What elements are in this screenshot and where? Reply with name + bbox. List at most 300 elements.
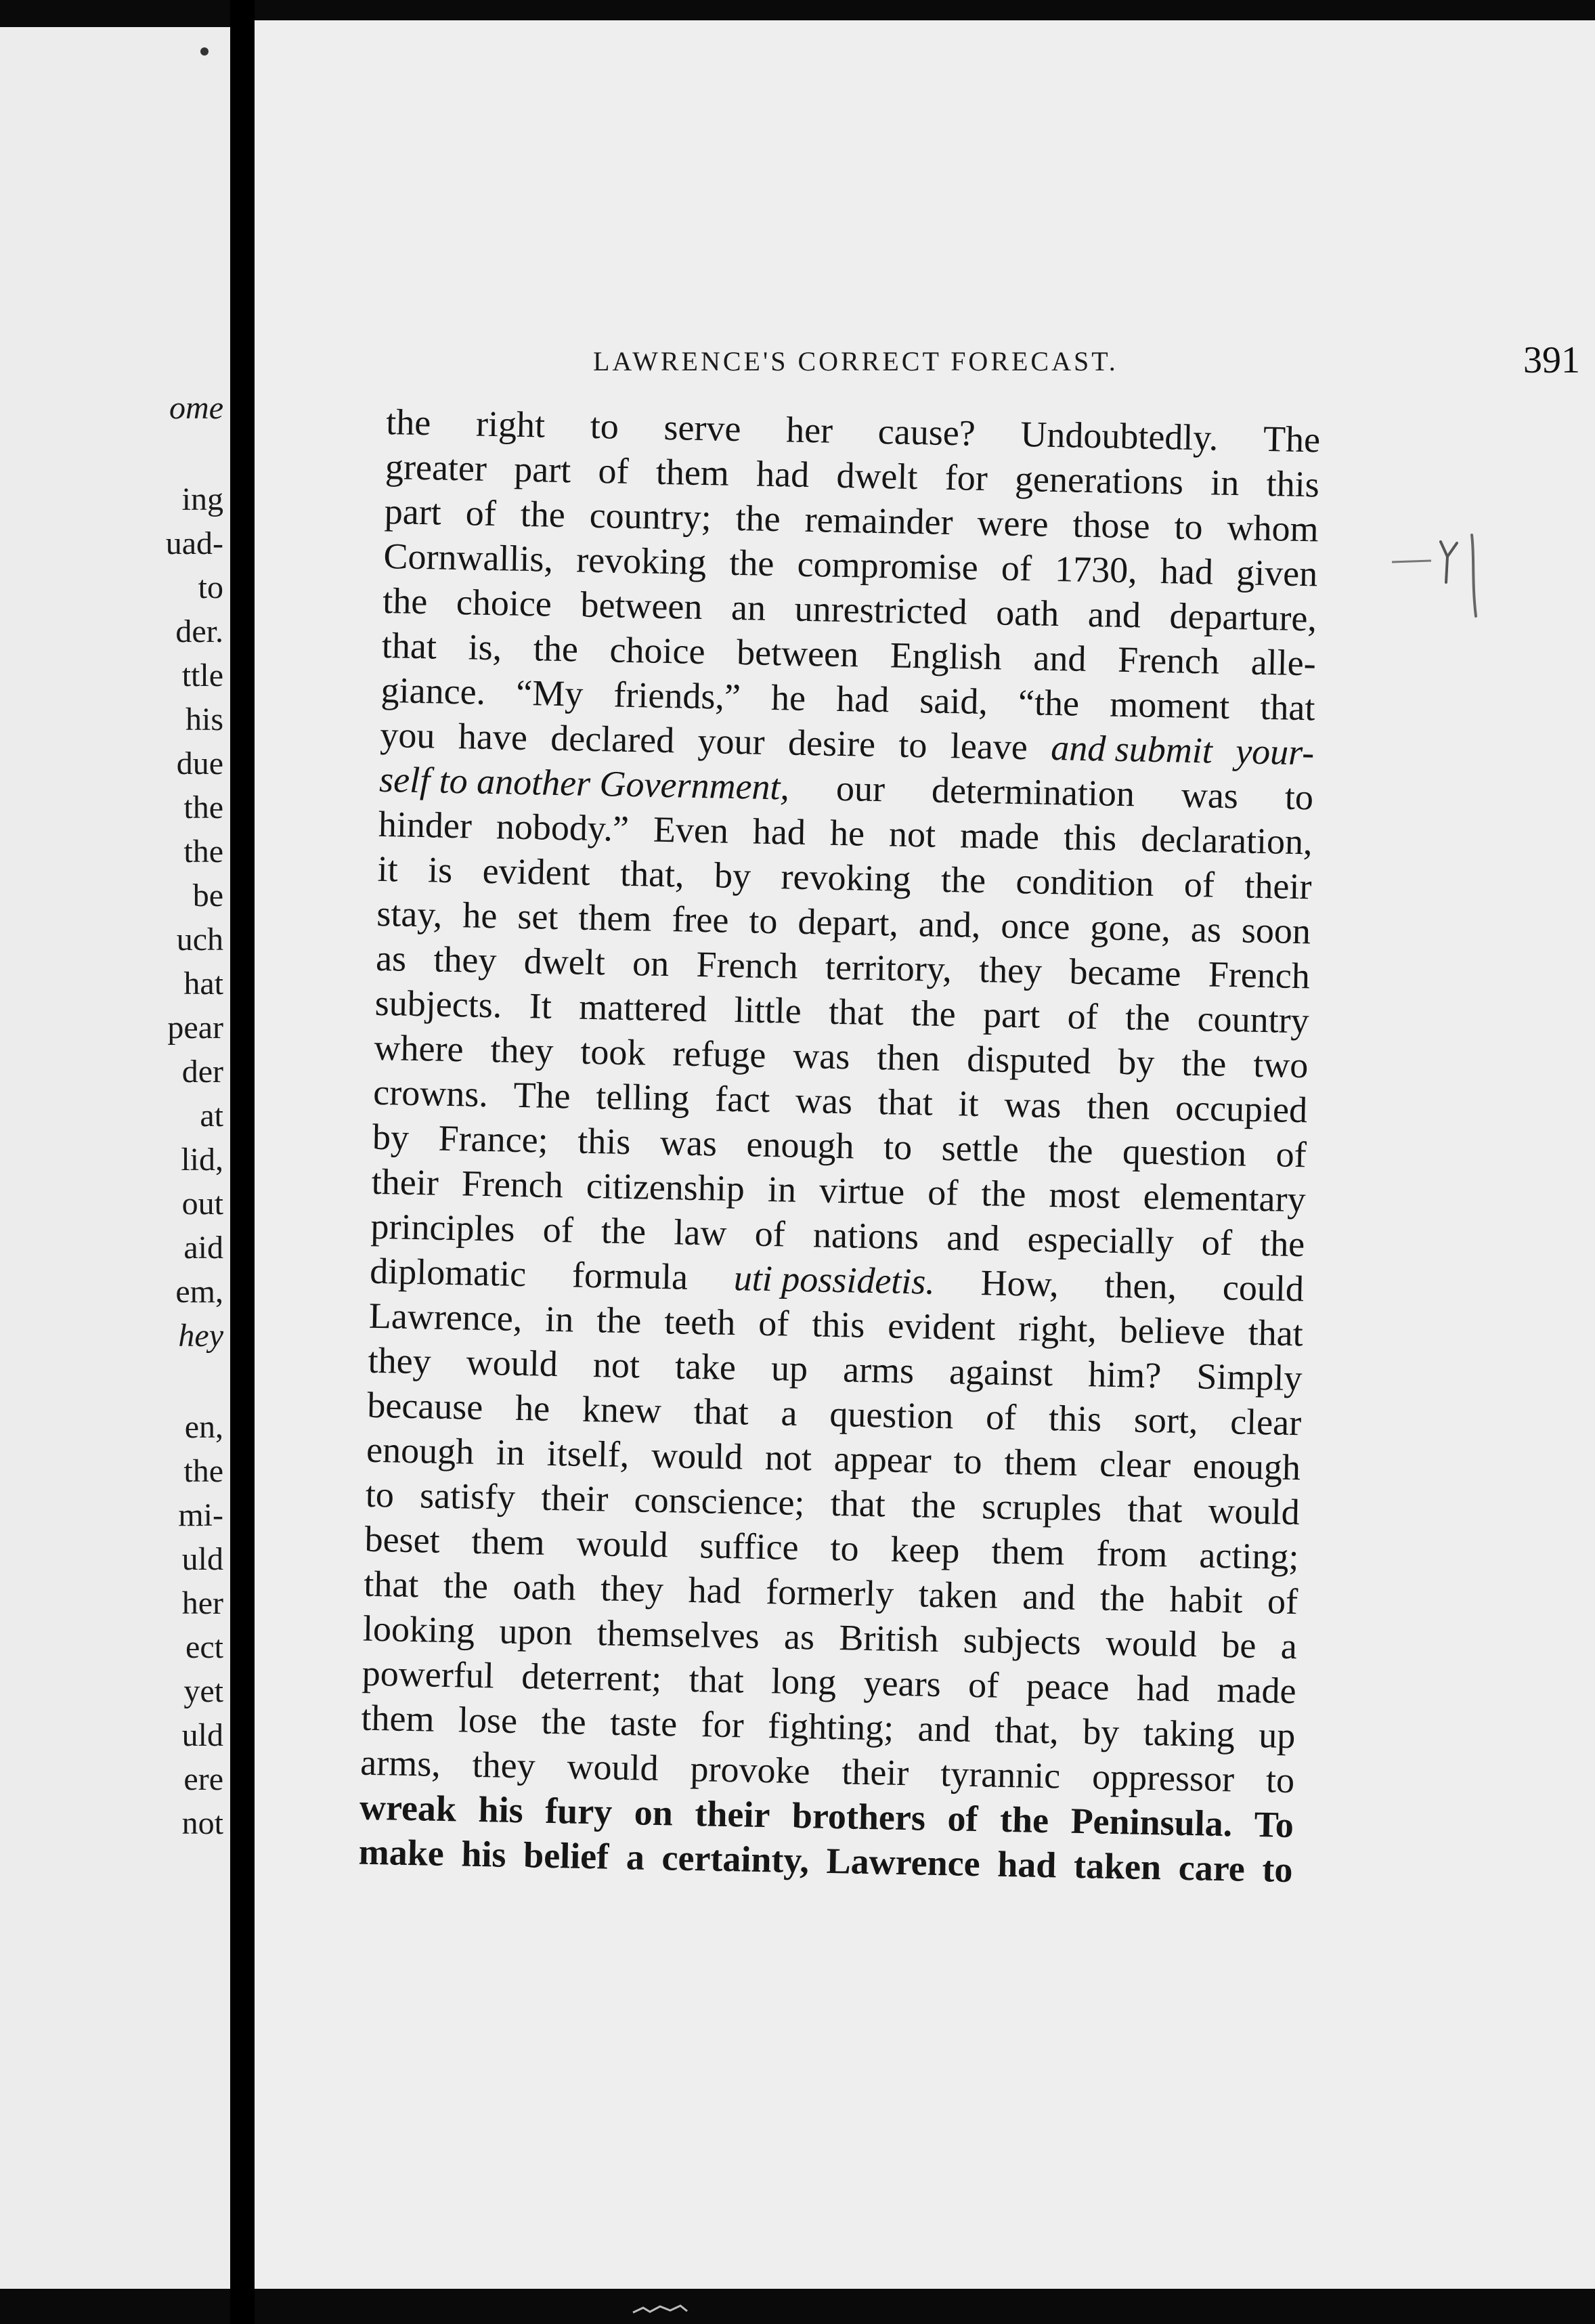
word: choice	[456, 582, 552, 624]
word: fury	[544, 1790, 613, 1832]
word: an	[730, 586, 766, 628]
word: then	[876, 1037, 940, 1079]
word: conscience;	[634, 1479, 806, 1524]
word: settle	[941, 1127, 1020, 1170]
word: revoking	[781, 856, 912, 899]
word: keep	[890, 1528, 961, 1571]
word: that	[877, 1081, 934, 1123]
word: it	[958, 1083, 980, 1124]
word: that	[363, 1563, 419, 1606]
word: suffice	[699, 1525, 800, 1568]
word: of	[946, 1798, 979, 1840]
word: they	[489, 1029, 554, 1071]
word: to	[1261, 1849, 1294, 1891]
word: a	[626, 1836, 645, 1878]
word: against	[948, 1351, 1053, 1394]
word: leave	[950, 725, 1028, 768]
previous-page-fragment: pear	[167, 1010, 223, 1046]
previous-page-fragment: the	[183, 834, 223, 869]
word: up	[1258, 1715, 1296, 1757]
word: the	[382, 580, 428, 622]
word: of	[985, 1396, 1017, 1438]
word: the	[520, 493, 566, 536]
word: had	[997, 1843, 1057, 1886]
previous-page-fragment: to	[198, 569, 223, 605]
page-header	[593, 339, 1595, 386]
word: in	[1210, 462, 1240, 504]
word: belief	[523, 1834, 609, 1877]
page-391	[255, 20, 1595, 2289]
previous-page-fragment: at	[200, 1098, 223, 1134]
word: wreak	[359, 1786, 457, 1830]
word: to	[365, 1473, 395, 1515]
word: desire	[787, 722, 876, 765]
word: oath	[995, 592, 1059, 634]
word: to	[830, 1527, 860, 1569]
word: to	[953, 1440, 983, 1482]
word: of	[1275, 1134, 1307, 1176]
word: the	[596, 1299, 642, 1341]
word: remainder	[804, 498, 954, 543]
word: not	[592, 1344, 640, 1386]
word: had	[752, 811, 806, 853]
word: subjects.	[374, 982, 502, 1026]
word: their	[540, 1477, 609, 1520]
word: part	[982, 994, 1041, 1036]
word: to	[883, 1126, 913, 1168]
word: by	[372, 1116, 410, 1158]
word: you	[379, 714, 436, 756]
word: was	[1181, 774, 1239, 817]
word: taken	[918, 1574, 999, 1616]
word: care	[1178, 1847, 1246, 1889]
previous-page-fragment: uld	[181, 1717, 223, 1753]
previous-page-fragment: ect	[185, 1629, 223, 1665]
word: them	[655, 451, 730, 494]
word: Lawrence	[826, 1840, 981, 1885]
word: that	[381, 624, 437, 667]
previous-page-fragment: uad-	[165, 525, 223, 561]
previous-page-fragment: his	[185, 702, 223, 737]
word: of	[967, 1664, 999, 1706]
word: their	[841, 1751, 909, 1794]
word: that	[693, 1390, 749, 1433]
previous-page-fragment: uld	[181, 1541, 223, 1577]
word: the	[600, 1210, 647, 1252]
scan-debris	[630, 2302, 691, 2316]
word: of	[927, 1171, 959, 1213]
word: enough	[366, 1429, 475, 1472]
word: the	[1259, 1223, 1305, 1265]
word: then,	[1104, 1264, 1177, 1307]
word: taken	[1073, 1845, 1162, 1888]
word: the	[980, 1173, 1026, 1215]
word: appear	[833, 1438, 932, 1481]
word: that	[1248, 1312, 1304, 1354]
word: the	[940, 859, 986, 901]
word: that	[689, 1658, 745, 1701]
word: this	[811, 1304, 865, 1346]
word: this	[1048, 1398, 1102, 1440]
word: would	[1208, 1490, 1301, 1533]
word: this	[577, 1120, 631, 1163]
word: citizenship	[586, 1165, 745, 1209]
word: upon	[498, 1610, 573, 1653]
word: they	[368, 1339, 432, 1382]
word: the	[1099, 1577, 1145, 1619]
previous-page-fragment: yet	[183, 1673, 223, 1709]
word: mattered	[578, 986, 707, 1030]
word: had	[756, 453, 810, 495]
word: soon	[1241, 909, 1311, 952]
word: part	[384, 490, 442, 533]
word: certainty,	[661, 1837, 810, 1881]
word: was	[792, 1035, 850, 1077]
word: Cornwallis,	[383, 535, 554, 580]
word: greater	[385, 446, 487, 489]
word: of	[1001, 547, 1032, 589]
word: have	[458, 716, 528, 758]
word: from	[1095, 1532, 1168, 1575]
previous-page-fragment: uch	[176, 922, 223, 957]
previous-page-fragment: ere	[183, 1761, 223, 1797]
word: because	[366, 1384, 483, 1428]
word: Simply	[1196, 1356, 1303, 1399]
word: that,	[994, 1709, 1059, 1752]
word: brothers	[791, 1794, 926, 1838]
word: in	[767, 1169, 797, 1210]
word: your-	[1235, 731, 1315, 773]
word: right,	[1018, 1308, 1097, 1350]
word: oath	[512, 1566, 577, 1608]
word: the	[728, 542, 775, 584]
word: their	[694, 1793, 770, 1836]
word: French	[1117, 639, 1220, 682]
word: itself,	[546, 1432, 630, 1476]
word: powerful	[362, 1652, 495, 1696]
word: had	[688, 1569, 742, 1612]
word: self to another Government,	[378, 758, 790, 808]
word: elementary	[1143, 1176, 1307, 1220]
word: whom	[1226, 507, 1319, 550]
word: French	[696, 943, 799, 987]
word: as	[1190, 908, 1222, 950]
previous-page-edge	[0, 27, 230, 2289]
word: said,	[919, 680, 988, 723]
word: It	[529, 985, 552, 1027]
word: as	[375, 937, 407, 979]
previous-page-fragment: ttle	[181, 658, 223, 693]
word: of	[754, 1213, 786, 1255]
word: be	[1221, 1624, 1257, 1666]
word: their	[371, 1161, 439, 1203]
word: to	[590, 405, 619, 447]
word: gone,	[1089, 907, 1171, 949]
word: this	[1266, 462, 1320, 505]
word: they	[472, 1744, 536, 1786]
page-number: 391	[1523, 339, 1580, 381]
word: taking	[1143, 1712, 1236, 1755]
word: that	[830, 1482, 886, 1525]
word: those	[1072, 504, 1151, 546]
word: him?	[1087, 1354, 1162, 1396]
word: his	[460, 1833, 507, 1875]
word: would	[567, 1746, 659, 1789]
previous-page-fragment: the	[183, 790, 223, 825]
word: in	[544, 1298, 574, 1340]
word: to	[1284, 776, 1314, 818]
word: could	[1222, 1266, 1305, 1310]
word: Even	[653, 809, 729, 851]
word: by	[1117, 1041, 1155, 1083]
word: looking	[362, 1608, 475, 1651]
word: fighting;	[767, 1705, 894, 1748]
word: scruples	[981, 1486, 1102, 1529]
word: crowns.	[372, 1071, 489, 1115]
word: choice	[609, 629, 706, 672]
previous-page-fragment: her	[181, 1585, 223, 1621]
word: of	[1267, 1580, 1298, 1622]
word: “the	[1018, 682, 1080, 724]
word: he	[770, 676, 806, 718]
word: principles	[370, 1205, 516, 1249]
word: cause?	[877, 410, 976, 454]
word: disputed	[966, 1038, 1091, 1082]
word: country;	[589, 494, 712, 538]
book-gutter	[230, 0, 255, 2324]
word: the	[1047, 1129, 1094, 1171]
word: clear	[1229, 1401, 1302, 1444]
word: moment	[1109, 683, 1230, 727]
word: on	[634, 1792, 674, 1834]
word: teeth	[663, 1301, 736, 1343]
word: evident	[482, 850, 591, 893]
word: of	[1183, 863, 1215, 905]
word: taste	[609, 1702, 678, 1744]
word: for	[701, 1704, 745, 1746]
word: and	[1022, 1576, 1076, 1618]
word: unrestricted	[794, 588, 968, 632]
word: were	[977, 502, 1049, 544]
word: was	[659, 1121, 718, 1164]
word: formerly	[765, 1571, 894, 1614]
previous-page-fragment: be	[192, 878, 223, 913]
word: that,	[619, 853, 685, 895]
word: knew	[582, 1388, 662, 1432]
word: of	[542, 1209, 574, 1251]
word: the	[443, 1564, 489, 1607]
word: provoke	[690, 1748, 811, 1792]
word: fact	[714, 1078, 770, 1121]
running-title: LAWRENCE'S CORRECT FORECAST.	[593, 346, 1118, 376]
word: arms	[842, 1349, 915, 1392]
word: of	[1201, 1222, 1233, 1264]
word: habit	[1168, 1578, 1244, 1621]
word: would	[651, 1434, 743, 1478]
word: it	[377, 848, 399, 890]
word: the	[385, 401, 431, 444]
word: and	[917, 1708, 971, 1750]
previous-page-fragment: hat	[183, 966, 223, 1002]
previous-page-fragment: hey	[178, 1318, 223, 1354]
word: they	[978, 949, 1043, 991]
word: them	[471, 1520, 546, 1563]
word: is	[427, 849, 453, 890]
word: 1730,	[1054, 548, 1138, 591]
word: question	[829, 1393, 954, 1437]
word: and,	[918, 903, 982, 945]
word: a	[1280, 1625, 1298, 1667]
word: declared	[550, 717, 675, 761]
word: to	[748, 900, 779, 942]
word: then	[1086, 1085, 1150, 1127]
previous-page-fragment: out	[181, 1186, 223, 1222]
word: alle-	[1250, 641, 1317, 684]
word: to	[1265, 1759, 1295, 1801]
word: lose	[458, 1699, 518, 1742]
word: and	[1032, 637, 1087, 679]
word: part	[513, 448, 571, 491]
word: French	[461, 1163, 564, 1206]
word: acting;	[1198, 1534, 1300, 1578]
word: How,	[980, 1262, 1059, 1305]
word: condition	[1015, 860, 1155, 904]
word: of	[598, 450, 630, 492]
word: that	[1259, 686, 1316, 729]
previous-page-fragment: aid	[183, 1230, 223, 1266]
word: took	[580, 1031, 647, 1073]
word: long	[770, 1660, 837, 1703]
previous-page-fragment: en,	[184, 1409, 223, 1445]
word: believe	[1119, 1310, 1226, 1353]
word: for	[944, 456, 988, 499]
word: tyrannic	[940, 1753, 1061, 1796]
word: as	[783, 1616, 815, 1658]
word: their	[1244, 865, 1313, 907]
word: not	[764, 1437, 812, 1479]
word: generations	[1014, 458, 1184, 502]
word: subjects	[963, 1619, 1082, 1663]
word: would	[466, 1341, 559, 1385]
word: to	[898, 724, 928, 766]
word: compromise	[797, 543, 979, 588]
word: determination	[931, 769, 1135, 815]
word: two	[1252, 1043, 1309, 1086]
word: France;	[438, 1117, 549, 1161]
word: your	[697, 720, 766, 762]
word: make	[358, 1831, 445, 1874]
ink-speck	[200, 47, 209, 56]
word: the	[1181, 1042, 1227, 1084]
word: British	[838, 1617, 940, 1660]
word: he	[462, 895, 498, 937]
word: her	[785, 409, 833, 451]
word: serve	[663, 406, 742, 450]
word: friends,”	[613, 674, 741, 718]
word: deterrent;	[521, 1656, 662, 1700]
word: the	[533, 628, 579, 670]
word: telling	[595, 1076, 690, 1119]
word: themselves	[596, 1612, 760, 1656]
word: the	[541, 1700, 587, 1743]
word: free	[671, 899, 730, 941]
word: depart,	[797, 901, 899, 944]
word: by	[714, 855, 751, 897]
word: on	[632, 943, 670, 985]
body-text	[358, 400, 1321, 1892]
previous-page-fragment: em,	[175, 1274, 223, 1310]
word: had	[1136, 1667, 1190, 1710]
word: he	[515, 1387, 550, 1429]
previous-page-fragment: der	[181, 1054, 223, 1090]
word: they	[600, 1568, 664, 1610]
word: right	[475, 403, 546, 446]
word: Undoubtedly.	[1020, 413, 1219, 458]
word: that	[828, 991, 884, 1033]
word: nobody.”	[496, 806, 630, 849]
word: in	[496, 1432, 525, 1473]
word: diplomatic	[369, 1250, 527, 1295]
previous-page-fragment: not	[181, 1805, 223, 1841]
word: the	[999, 1799, 1049, 1841]
word: that	[1127, 1488, 1183, 1530]
word: not	[888, 813, 936, 855]
word: of	[758, 1302, 789, 1344]
word: beset	[364, 1518, 441, 1561]
word: declaration,	[1140, 818, 1313, 863]
handwritten-margin-mark	[1392, 515, 1487, 637]
word: French	[1208, 953, 1311, 997]
word: had	[1160, 550, 1214, 593]
word: and submit	[1050, 727, 1213, 771]
word: dwelt	[523, 941, 606, 983]
word: to	[1173, 506, 1204, 548]
word: would	[576, 1522, 669, 1566]
previous-page-fragment: ome	[169, 390, 223, 426]
previous-page-fragment: the	[183, 1453, 223, 1489]
word: satisfy	[419, 1475, 516, 1518]
word: a	[781, 1392, 798, 1434]
word: up	[770, 1348, 808, 1390]
word: became	[1069, 951, 1182, 994]
previous-page-fragment: lid,	[181, 1142, 223, 1178]
word: revoking	[575, 539, 707, 583]
word: he	[829, 812, 865, 854]
word: territory,	[825, 946, 953, 990]
word: is,	[468, 626, 502, 668]
word: hinder	[378, 803, 473, 846]
word: was	[1003, 1083, 1062, 1126]
word: where	[374, 1027, 464, 1070]
previous-page-fragment: der.	[175, 614, 223, 649]
word: evident	[887, 1305, 996, 1348]
word: of	[465, 492, 497, 534]
word: especially	[1027, 1218, 1175, 1262]
previous-page-fragment: mi-	[178, 1497, 223, 1533]
word: would	[1105, 1622, 1198, 1665]
word: enough	[1192, 1445, 1301, 1488]
word: made	[1217, 1669, 1297, 1712]
word: giance.	[380, 669, 486, 712]
word: country	[1197, 998, 1310, 1041]
word: the	[911, 1484, 957, 1526]
word: peace	[1026, 1665, 1110, 1708]
word: given	[1236, 552, 1318, 595]
word: uti possidetis.	[733, 1257, 936, 1302]
word: his	[478, 1788, 524, 1831]
word: enough	[746, 1123, 855, 1167]
word: little	[734, 989, 802, 1031]
